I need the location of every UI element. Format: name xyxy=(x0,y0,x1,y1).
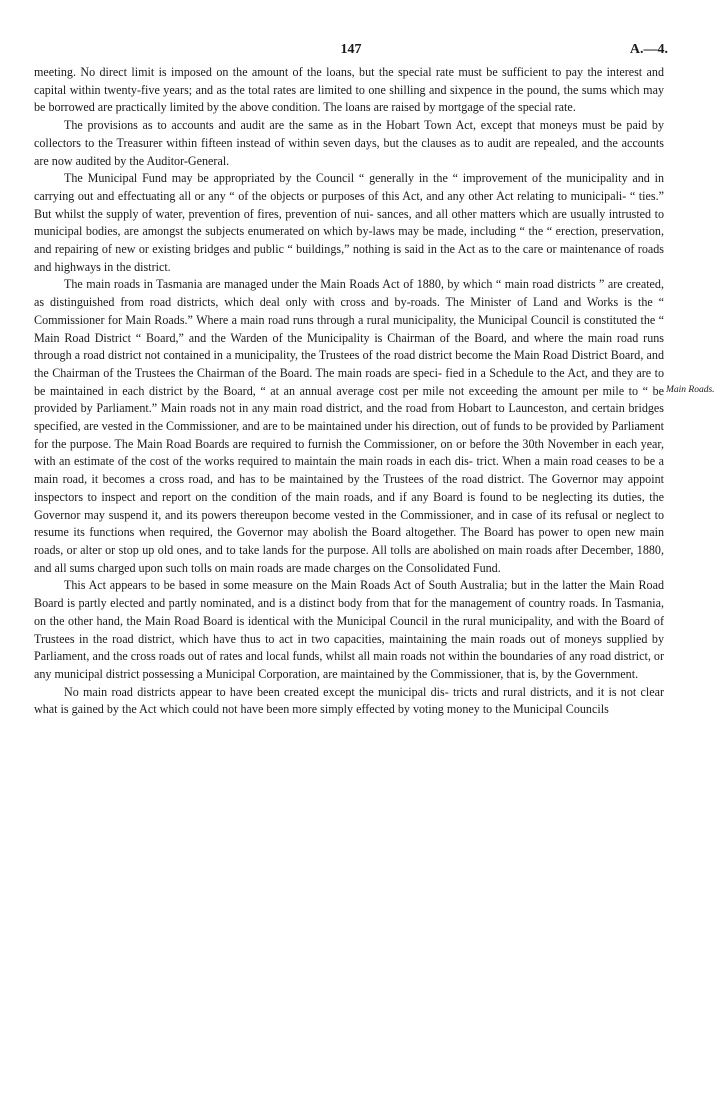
page-number: 147 xyxy=(340,42,362,57)
margin-note-main-roads: Main Roads. xyxy=(666,385,715,395)
paragraph-main-roads-act: The main roads in Tasmania are managed under the Main Roads Act of 1880, by which “ main road districts ” are created, as distinguished from road districts, which deal only with cross and by-roads. The Minister of Land and Works is the “ Commissioner for Main Roads.” Where a main road runs through a rural municipality, the Municipal Council is constituted the “ Main Road District “ Board,” and the Warden of the Municipality is Chairman of the Board, and where the main road runs through a road district not contained in a municipality, the Trustees of the road district become the Main Road District Board, and the Chairman of the Trustees the Chairman of the Board. The main roads are speci- fied in a Schedule to the Act, and they are to be maintained in each district by the Board, “ at an annual average cost per mile not exceeding the amount per mile to “ be provided by Parliament.” Main roads not in any main road district, and the road from Hobart to Launceston, and certain bridges specified, are vested in the Commissioner, and are to be maintained under his direction, out of funds to be provided by Parliament for the purpose. The Main Road Boards are required to furnish the Commissioner, on or before the 30th November in each year, with an estimate of the cost of the works required to maintain the main roads in each dis- trict. When a main road ceases to be a main road, it becomes a cross road, and has to be maintained by the Trustees of the road district. The Governor may appoint inspectors to inspect and report on the condition of the main roads, and if any Board is found to be neglecting its duties, the Governor may suspend it, and its powers thereupon become vested in the Commissioner, and in case of its refusal or neglect to resume its functions when required, the Governor may abolish the Board altogether. The Board has power to open new main roads, or alter or stop up old ones, and to take lands for the purpose. All tolls are abolished on main roads after December, 1880, and all sums charged upon such tolls on main roads are made charges on the Consolidated Fund. xyxy=(34,277,664,575)
document-reference: A.—4. xyxy=(629,42,668,57)
page-header xyxy=(34,40,668,62)
body-text xyxy=(34,64,664,719)
paragraph-municipal-fund: The Municipal Fund may be appropriated by the Council “ generally in the “ improvement of the municipality and in carrying out and effectuating all or any “ of the objects or purposes of this Act, and any other Act relating to municipali- “ ties.” But whilst the supply of water, prevention of fires, prevention of nui- sances, and all other matters which are usually intrusted to municipal bodies, are amongst the subjects enumerated on which by-laws may be made, including “ the “ erection, preservation, and repairing of new or existing bridges and public “ buildings,” nothing is said in the Act as to the care or maintenance of roads and highways in the district. xyxy=(34,171,664,274)
paragraph-main-road-districts: No main road districts appear to have been created except the municipal dis- tricts and rural districts, and it is not clear what is gained by the Act which could not have been more simply effected by voting money to the Municipal Councils xyxy=(34,684,664,717)
paragraph-loans: meeting. No direct limit is imposed on the amount of the loans, but the special rate must be sufficient to pay the interest and capital within twenty-five years; and as the total rates are limited to one shilling and sixpence in the pound, the sums which may be borrowed are practically limited by the above condition. The loans are raised by mortgage of the special rate. xyxy=(34,65,664,115)
paragraph-south-australia: This Act appears to be based in some measure on the Main Roads Act of South Australia; but in the latter the Main Road Board is partly elected and partly nominated, and is a distinct body from that for the management of country roads. In Tasmania, on the other hand, the Main Road Board is identical with the Municipal Council in the rural municipality, and with the Board of Trustees in the road district, which have thus to act in two capacities, maintaining the main roads out of moneys supplied by Parliament, and the cross roads out of rates and local funds, whilst all main roads not within the boundaries of any road district, or any municipal district possessing a Municipal Corporation, are maintained by the Commissioner, that is, by the Government. xyxy=(34,578,664,681)
paragraph-accounts-audit: The provisions as to accounts and audit are the same as in the Hobart Town Act, except that moneys must be paid by collectors to the Treasurer within fifteen instead of within seven days, but the clauses as to audit are repealed, and the accounts are now audited by the Auditor-General. xyxy=(34,118,664,168)
